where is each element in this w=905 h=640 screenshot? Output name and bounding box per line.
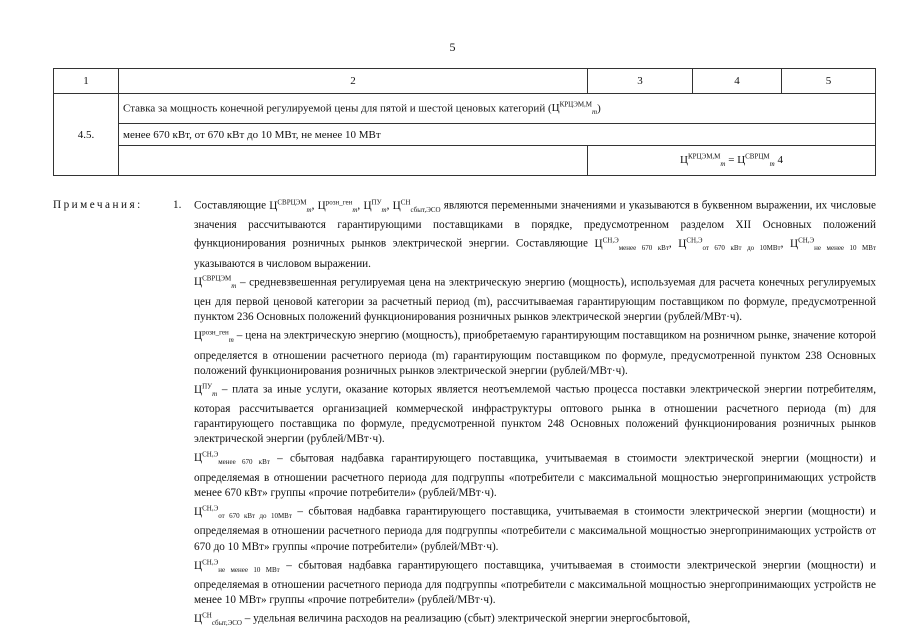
symbol-sup: СН,Э xyxy=(202,450,219,459)
symbol-letter: Ц xyxy=(194,276,203,289)
symbol xyxy=(194,557,280,574)
symbol-letter: Ц xyxy=(194,452,203,465)
symbol-letter: Ц xyxy=(737,154,746,167)
formula-rhs-sub: m xyxy=(769,160,775,169)
formula xyxy=(680,152,783,169)
note-text: – средневзвешенная регулируемая цена на электрическую энергию (мощность), используемая для расчета конечных регулируемых цен для первой ценовой категории за расчетный период (m), рассчитываемая гарантирующим поставщиком по формуле, предусмотренной пунктом 236 Основных положений функционирования розничных рынков электрической энергии (рублей/МВт·ч). xyxy=(194,276,876,324)
formula-cell xyxy=(588,146,876,176)
symbol xyxy=(194,381,218,398)
symbol xyxy=(594,236,669,253)
symbol-letter: Ц xyxy=(363,199,372,212)
note-text: – удельная величина расходов на реализацию (сбыт) электрической энергии энергосбытовой, xyxy=(241,613,691,626)
symbol-letter: Ц xyxy=(317,199,326,212)
empty-cell xyxy=(119,146,588,176)
table-row xyxy=(54,146,876,176)
symbol-sub: m xyxy=(592,108,598,117)
symbol-letter: Ц xyxy=(594,238,603,251)
symbol-sub: m xyxy=(228,336,234,345)
note-text: – цена на электрическую энергию (мощность), приобретаемую гарантирующим поставщиком на розничном рынке, значение которой определяется в отношении расчетного периода (m) гарантирующим поставщиком по формуле, предусмотренной пунктом 238 Основных положений функционирования розничных рынков электрической энергии (рублей/МВт·ч). xyxy=(194,330,876,377)
symbol-sub: сбыт,ЭСО xyxy=(211,619,242,628)
notes-label: Примечания: xyxy=(53,199,143,211)
header-col-3: 3 xyxy=(588,69,693,94)
symbol-sub: m xyxy=(212,389,218,398)
formula-eq: = xyxy=(725,154,738,167)
page-number: 5 xyxy=(449,40,456,54)
symbol-sup: СН,Э xyxy=(686,236,703,245)
symbol-letter: Ц xyxy=(551,102,560,115)
row-title xyxy=(119,94,876,124)
note-text: указываются в числовом выражении. xyxy=(194,257,371,270)
symbol xyxy=(194,611,242,628)
symbol xyxy=(393,200,441,212)
symbol xyxy=(363,200,386,212)
symbol xyxy=(678,236,781,253)
symbol-letter: Ц xyxy=(789,238,799,251)
formula-tail: 4 xyxy=(774,154,783,167)
symbol-letter: Ц xyxy=(194,506,203,518)
tariff-table xyxy=(53,68,876,176)
symbol-sup: СН,Э xyxy=(202,504,219,513)
symbol-sup: розн_ген xyxy=(202,328,229,337)
symbol-sup: розн_ген xyxy=(325,198,353,206)
formula-rhs-sup: СВРЦМ xyxy=(745,152,770,161)
note-text: являются переменными значениями и указываются в буквенном выражении, их числовые значения рассчитываются гарантирующими поставщиками в порядке, предусмотренном разделом XII Основных положений функционирования розничных рынков электрической энергии. Составляющие xyxy=(194,199,877,251)
note-paragraph xyxy=(194,608,876,631)
note-text: – сбытовая надбавка гарантирующего поставщика, учитываемая в стоимости электрической энергии (мощности) и определяемая в отношении расчетного периода для подгруппы «потребители с максимальной мощностью энергопринимающих устройств не менее 10 МВт» группы «прочие потребители» (рублей/МВт·ч). xyxy=(194,559,876,607)
note-paragraph xyxy=(194,272,876,326)
symbol-sup: СН xyxy=(400,198,411,206)
symbol-letter: Ц xyxy=(678,238,687,251)
symbol-sub: не менее 10 МВт xyxy=(814,244,877,253)
symbol xyxy=(194,328,234,345)
symbol-sub: менее 670 кВт xyxy=(218,458,270,467)
symbol-sub: не менее 10 МВт xyxy=(218,565,280,574)
table-row xyxy=(54,124,876,146)
symbol-sup: КРЦЭМ,М xyxy=(559,100,593,109)
symbol-letter: Ц xyxy=(194,613,203,626)
symbol-sup: СВРЦЭМ xyxy=(277,198,307,206)
symbol-sup: СН xyxy=(202,611,212,620)
symbol xyxy=(318,200,358,212)
formula-lhs-sub: m xyxy=(720,160,726,169)
table-row xyxy=(54,94,876,124)
row-subtitle: менее 670 кВт, от 670 кВт до 10 МВт, не менее 10 МВт xyxy=(119,124,876,146)
symbol xyxy=(194,274,237,291)
symbol-sub: сбыт,ЭСО xyxy=(410,205,441,214)
note-paragraph xyxy=(194,379,876,448)
note-text: Составляющие xyxy=(194,199,270,212)
symbol xyxy=(789,236,877,253)
note-text: – плата за иные услуги, оказание которых является неотъемлемой частью процесса поставки электрической энергии потребителям, которая рассчитывается организацией коммерческой инфраструктуры оптового рынка в отношении расчетного периода (m) для гарантирующего поставщика по формуле, предусмотренной пунктом 248 Основных положений функционирования розничных рынков электрической энергии (рублей/МВт·ч). xyxy=(194,383,876,446)
symbol xyxy=(269,200,311,212)
note-paragraph xyxy=(194,555,876,609)
note-paragraph xyxy=(194,448,876,502)
note-paragraph: Составляющие $Ц^{СВРЦЭМ}_m$, $Ц^{розн\_ген}_m$, $Ц^{ПУ}_m$, $Ц^{СН}_{сбыт,ЭСО}$ являются переменными значениями и указываются в буквенном выражении, их числовые значения рассчитываются гарантирующими поставщиками в порядке, предусмотренном разделом XII Основных положений функционирования розничных рынков электрической энергии. Составляющие $Ц^{СН,Э}_{менее 670 кВт}$, $Ц^{СН,Э}_{от 670 кВт до 10МВт}$, $Ц^{СН,Э}_{не менее 10 МВт}$ указываются в числовом выражении. xyxy=(194,198,877,270)
header-col-5: 5 xyxy=(782,69,876,94)
row-number: 4.5. xyxy=(54,94,119,176)
table-header-row xyxy=(54,69,876,94)
symbol-sub: m xyxy=(381,205,387,214)
symbol-letter: Ц xyxy=(194,383,203,396)
row-title-text: Ставка за мощность конечной регулируемой цены для пятой и шестой ценовых категорий ( xyxy=(123,102,552,115)
symbol-sup: СВРЦЭМ xyxy=(202,274,232,283)
symbol-sub: менее 670 кВт xyxy=(618,244,669,253)
symbol-sub: от 670 кВт до 10МВт xyxy=(702,244,781,253)
notes-item-number: 1. xyxy=(173,199,182,211)
symbol-sup: СН,Э xyxy=(202,557,219,566)
symbol-sup: ПУ xyxy=(202,381,213,390)
symbol-letter: Ц xyxy=(680,154,688,167)
symbol xyxy=(194,504,292,521)
symbol-sub: m xyxy=(306,205,312,214)
note-paragraph xyxy=(194,501,876,555)
row-title-symbol xyxy=(551,100,598,117)
symbol-sup: СН,Э xyxy=(798,236,815,245)
header-col-2: 2 xyxy=(119,69,588,94)
note-paragraph xyxy=(194,325,876,379)
symbol-letter: Ц xyxy=(269,199,278,212)
symbol-sub: m xyxy=(352,205,358,214)
header-col-1: 1 xyxy=(54,69,119,94)
note-text: – сбытовая надбавка гарантирующего поставщика, учитываемая в стоимости электрической энергии (мощности) и определяемая в отношении расчетного периода для подгруппы «потребители с максимальной мощностью энергопринимающих устройств менее 670 кВт» группы «прочие потребители» (рублей/МВт·ч). xyxy=(194,452,876,500)
row-title-close: ) xyxy=(597,102,601,115)
symbol xyxy=(194,450,270,467)
header-col-4: 4 xyxy=(693,69,782,94)
symbol-sup: ПУ xyxy=(371,198,382,206)
symbol-letter: Ц xyxy=(194,559,203,572)
formula-lhs-sup: КРЦЭМ,М xyxy=(687,152,721,161)
symbol-letter: Ц xyxy=(392,199,401,212)
notes-body xyxy=(194,195,876,632)
symbol-sup: СН,Э xyxy=(602,236,619,245)
symbol-sub: от 670 кВт до 10МВт xyxy=(218,512,292,521)
note-text: – сбытовая надбавка гарантирующего поставщика, учитываемая в стоимости электрической энергии (мощности) и определяемая в отношении расчетного периода для подгруппы «потребители с максимальной мощностью энергопринимающих устройств от 670 до 10 МВт» группы «прочие потребители» (рублей/МВт·ч). xyxy=(194,506,876,553)
symbol-sub: m xyxy=(231,282,237,291)
symbol-letter: Ц xyxy=(194,330,203,343)
